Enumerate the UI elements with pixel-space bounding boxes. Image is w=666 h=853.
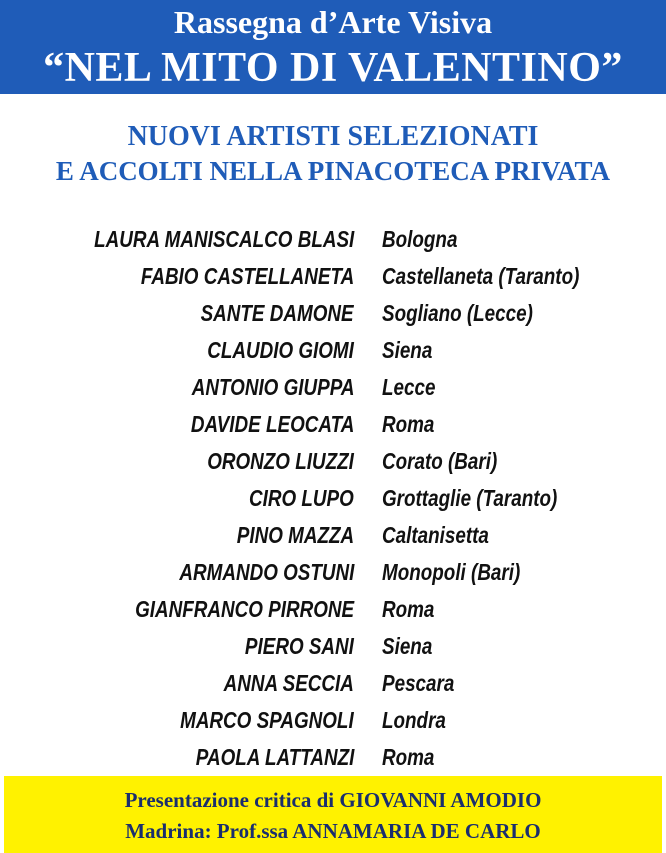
artist-name: DAVIDE LEOCATA [190, 411, 354, 437]
artist-row [0, 591, 666, 628]
artist-city: Monopoli (Bari) [382, 559, 521, 585]
artist-row [0, 628, 666, 665]
title-banner [0, 0, 666, 94]
godmother-credit: Madrina: Prof.ssa ANNAMARIA DE CARLO [125, 819, 541, 843]
artist-row [0, 221, 666, 258]
credits-banner [4, 776, 662, 853]
artist-row [0, 406, 666, 443]
artist-city: Bologna [382, 226, 458, 252]
event-name: “NEL MITO DI VALENTINO” [43, 45, 623, 91]
artist-row [0, 369, 666, 406]
artist-name: CIRO LUPO [249, 485, 354, 511]
artist-row [0, 332, 666, 369]
artist-city: Siena [382, 337, 433, 363]
artist-name: PAOLA LATTANZI [195, 744, 354, 770]
subtitle-line-2: E ACCOLTI NELLA PINACOTECA PRIVATA [55, 156, 611, 186]
artist-row [0, 258, 666, 295]
artist-name: ANNA SECCIA [223, 670, 354, 696]
artist-city: Caltanisetta [382, 522, 489, 548]
artist-row [0, 554, 666, 591]
subtitle-line-1: NUOVI ARTISTI SELEZIONATI [127, 121, 539, 152]
artist-row [0, 665, 666, 702]
artist-name: MARCO SPAGNOLI [180, 707, 354, 733]
critic-presentation: Presentazione critica di GIOVANNI AMODIO [124, 788, 542, 812]
artist-name: GIANFRANCO PIRRONE [135, 596, 354, 622]
artist-name: CLAUDIO GIOMI [207, 337, 354, 363]
artist-name: FABIO CASTELLANETA [140, 263, 354, 289]
artist-row [0, 443, 666, 480]
artist-city: Grottaglie (Taranto) [382, 485, 558, 511]
artist-name: ORONZO LIUZZI [207, 448, 354, 474]
artist-row [0, 517, 666, 554]
artist-name: SANTE DAMONE [201, 300, 354, 326]
artist-city: Roma [382, 596, 435, 622]
artist-city: Lecce [382, 374, 436, 400]
artist-row [0, 702, 666, 739]
artist-name: PIERO SANI [245, 633, 354, 659]
artist-name: ANTONIO GIUPPA [191, 374, 354, 400]
artist-name: PINO MAZZA [236, 522, 354, 548]
artist-city: Pescara [382, 670, 455, 696]
artist-row [0, 480, 666, 517]
artist-row [0, 295, 666, 332]
artist-city: Siena [382, 633, 433, 659]
artist-city: Londra [382, 707, 446, 733]
artist-city: Castellaneta (Taranto) [382, 263, 580, 289]
artist-row [0, 739, 666, 776]
artist-list [0, 221, 666, 776]
artist-city: Corato (Bari) [382, 448, 498, 474]
artist-city: Roma [382, 744, 435, 770]
event-title: Rassegna d’Arte Visiva [173, 4, 493, 40]
artist-name: LAURA MANISCALCO BLASI [93, 226, 354, 252]
artist-name: ARMANDO OSTUNI [179, 559, 354, 585]
artist-city: Sogliano (Lecce) [382, 300, 533, 326]
artist-city: Roma [382, 411, 435, 437]
